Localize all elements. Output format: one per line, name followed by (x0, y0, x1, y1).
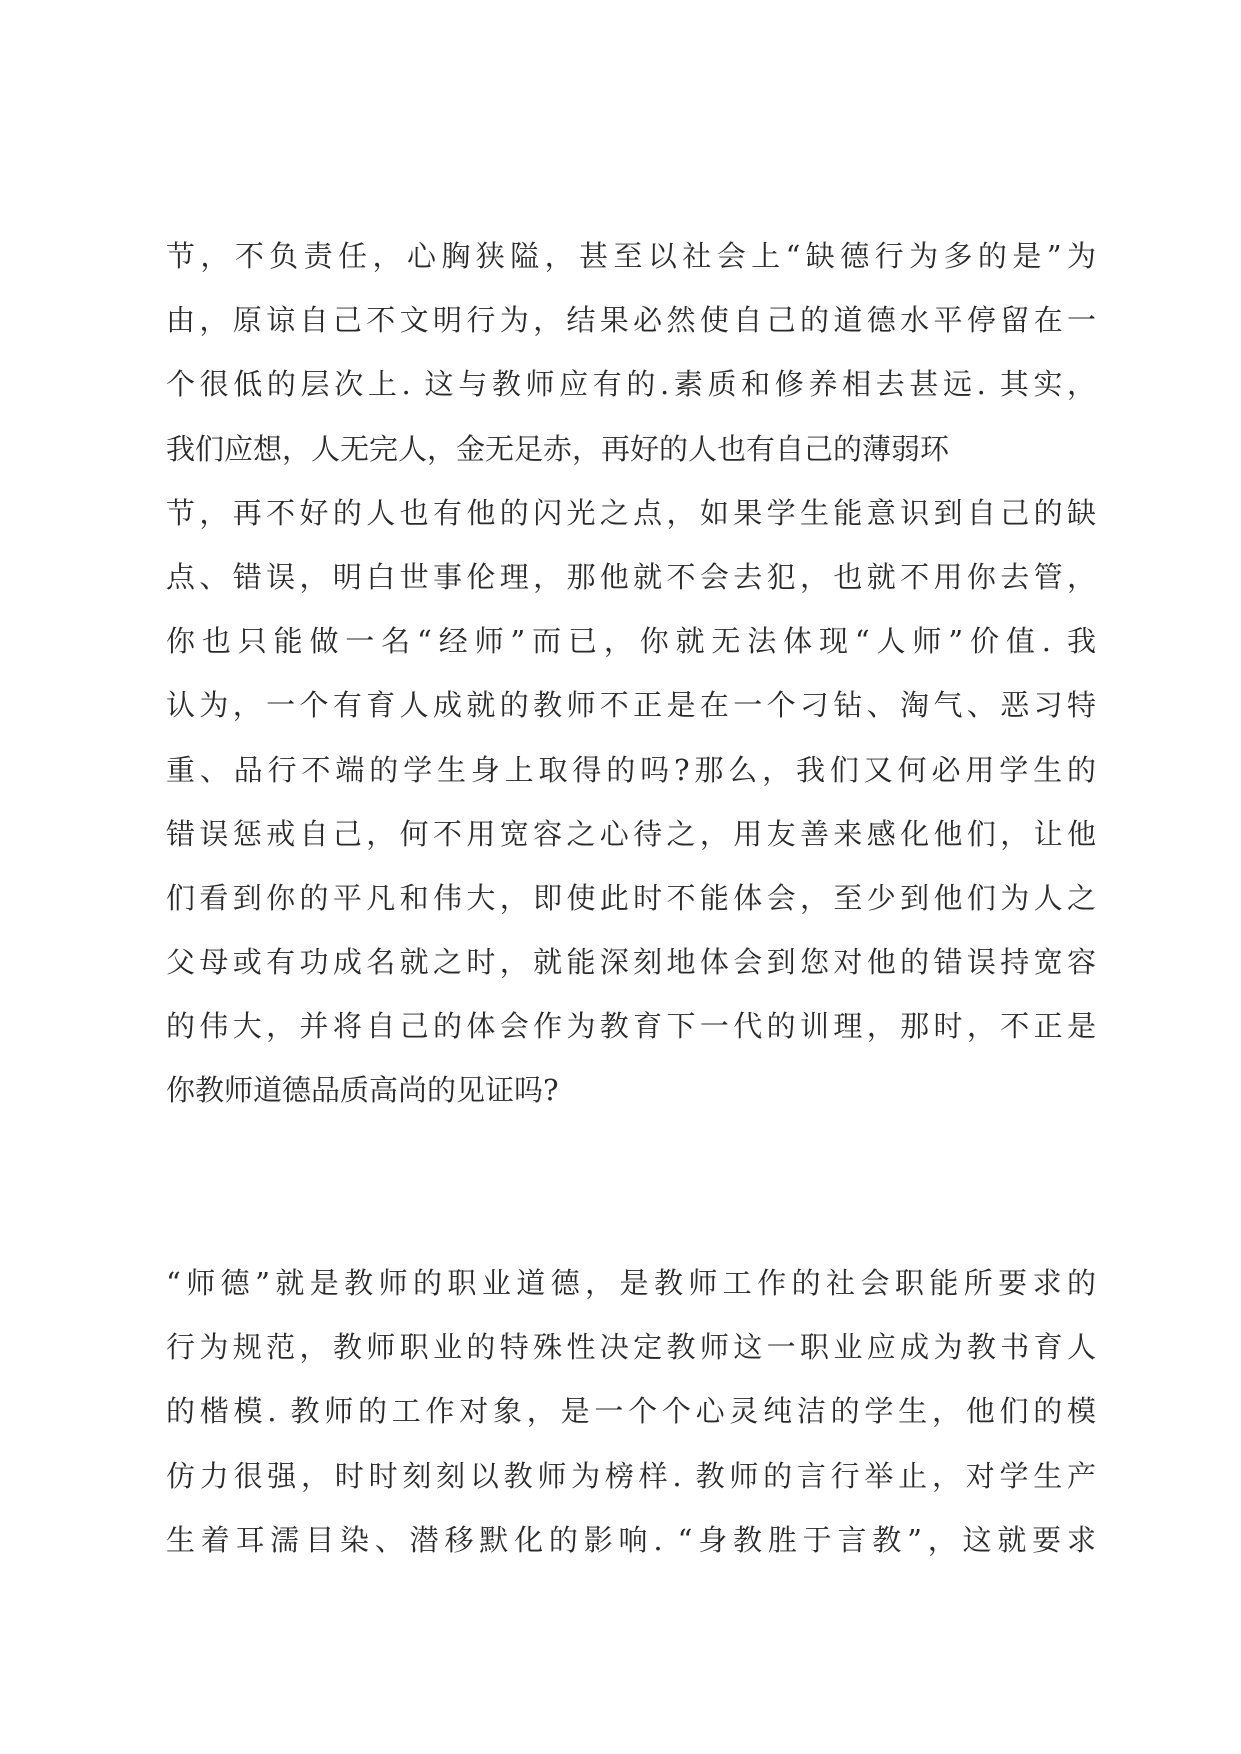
paragraph-1-line-13: 的伟大，并将自己的体会作为教育下一代的训理，那时，不正是 (166, 1009, 1096, 1044)
paragraph-1-line-11: 们看到你的平凡和伟大，即使此时不能体会，至少到他们为人之 (166, 880, 1096, 915)
paragraph-2-line-5: 生着耳濡目染、潜移默化的影响. “身教胜于言教”，这就要求 (166, 1522, 1096, 1557)
body-text (166, 224, 1096, 1572)
paragraph-gap (166, 1123, 1096, 1251)
paragraph-1-line-4: 我们应想，人无完人，金无足赤，再好的人也有自己的薄弱环 (166, 431, 950, 466)
paragraph-2-line-4: 仿力很强，时时刻刻以教师为榜样. 教师的言行举止，对学生产 (166, 1458, 1096, 1493)
paragraph-1-line-2: 由，原谅自己不文明行为，结果必然使自己的道德水平停留在一 (166, 303, 1096, 338)
paragraph-1-line-9: 重、品行不端的学生身上取得的吗?那么，我们又何必用学生的 (166, 752, 1096, 787)
paragraph-1-line-6: 点、错误，明白世事伦理，那他就不会去犯，也就不用你去管， (166, 559, 1096, 594)
paragraph-2-line-3: 的楷模. 教师的工作对象，是一个个心灵纯洁的学生，他们的模 (166, 1394, 1096, 1429)
paragraph-1-line-14: 你教师道德品质高尚的见证吗? (166, 1073, 559, 1108)
paragraph-2-line-1: “师德”就是教师的职业道德，是教师工作的社会职能所要求的 (166, 1266, 1096, 1301)
paragraph-1-line-7: 你也只能做一名“经师”而已，你就无法体现“人师”价值. 我 (166, 624, 1096, 659)
paragraph-2-line-2: 行为规范，教师职业的特殊性决定教师这一职业应成为教书育人 (166, 1330, 1096, 1365)
paragraph-1-line-8: 认为，一个有育人成就的教师不正是在一个刁钻、淘气、恶习特 (166, 688, 1096, 723)
paragraph-1-line-12: 父母或有功成名就之时，就能深刻地体会到您对他的错误持宽容 (166, 945, 1096, 980)
paragraph-1-line-10: 错误惩戒自己，何不用宽容之心待之，用友善来感化他们，让他 (166, 816, 1096, 851)
paragraph-1-line-3: 个很低的层次上. 这与教师应有的.素质和修养相去甚远. 其实， (166, 367, 1096, 402)
paragraph-1-line-5: 节，再不好的人也有他的闪光之点，如果学生能意识到自己的缺 (166, 495, 1096, 530)
paragraph-1-line-1: 节，不负责任，心胸狭隘，甚至以社会上“缺德行为多的是”为 (166, 239, 1096, 273)
